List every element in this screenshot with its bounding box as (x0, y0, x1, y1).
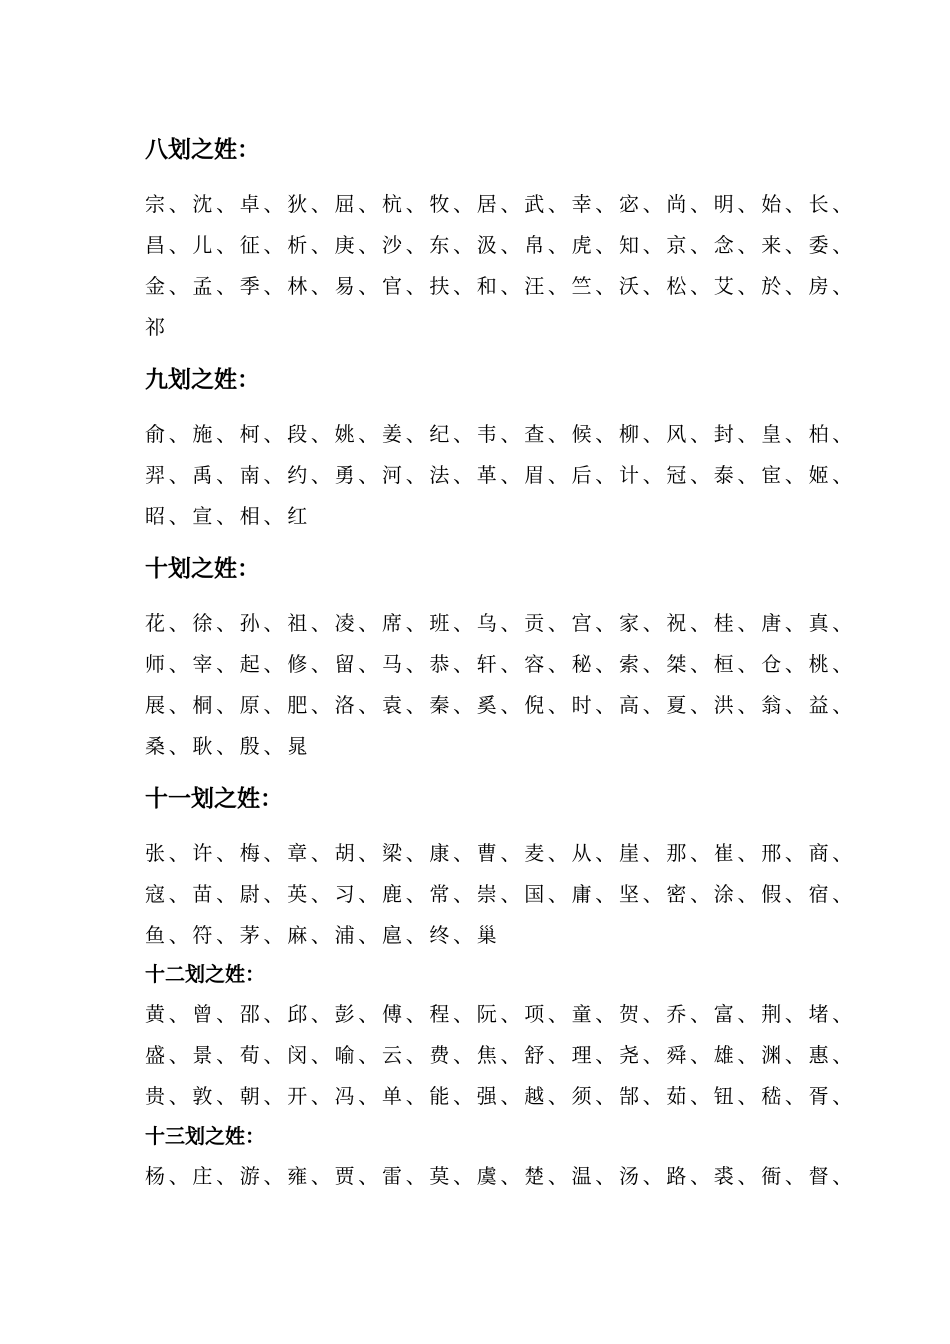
surname-line: 祁 (145, 315, 169, 339)
surname-line: 黄、曾、邵、邱、彭、傅、程、阮、项、童、贺、乔、富、荆、堵、 (145, 1002, 856, 1026)
surname-line: 杨、庄、游、雍、贾、雷、莫、虞、楚、温、汤、路、裘、衙、督、 (145, 1164, 856, 1188)
section-heading-10-strokes: 十划之姓： (145, 556, 260, 582)
surname-line: 花、徐、孙、祖、凌、席、班、乌、贡、宫、家、祝、桂、唐、真、 (145, 611, 856, 635)
section-heading-13-strokes: 十三划之姓： (145, 1124, 265, 1148)
surname-line: 昌、儿、征、析、庚、沙、东、汲、帛、虎、知、京、念、来、委、 (145, 233, 856, 257)
surname-line: 羿、禹、南、约、勇、河、法、革、眉、后、计、冠、泰、宦、姬、 (145, 463, 856, 487)
surname-line: 宗、沈、卓、狄、屈、杭、牧、居、武、幸、宓、尚、明、始、长、 (145, 192, 856, 216)
surname-line: 鱼、符、茅、麻、浦、扈、终、巢 (145, 923, 501, 947)
surname-line: 展、桐、原、肥、洛、袁、秦、奚、倪、时、高、夏、洪、翁、益、 (145, 693, 856, 717)
surname-line: 寇、苗、尉、英、习、鹿、常、崇、国、庸、坚、密、涂、假、宿、 (145, 882, 856, 906)
section-heading-8-strokes: 八划之姓： (145, 137, 260, 163)
surname-line: 盛、景、荀、闵、喻、云、费、焦、舒、理、尧、舜、雄、渊、惠、 (145, 1043, 856, 1067)
section-heading-9-strokes: 九划之姓： (145, 367, 260, 393)
surname-line: 师、宰、起、修、留、马、恭、轩、容、秘、索、桀、桓、仓、桃、 (145, 652, 856, 676)
surname-line: 昭、宣、相、红 (145, 504, 311, 528)
surname-line: 金、孟、季、林、易、官、扶、和、汪、竺、沃、松、艾、於、房、 (145, 274, 856, 298)
surname-line: 贵、敦、朝、开、冯、单、能、强、越、须、郜、茹、钮、嵇、胥、 (145, 1084, 856, 1108)
section-heading-12-strokes: 十二划之姓： (145, 962, 265, 986)
surname-line: 张、许、梅、章、胡、梁、康、曹、麦、从、崖、那、崔、邢、商、 (145, 841, 856, 865)
section-heading-11-strokes: 十一划之姓： (145, 786, 283, 812)
surname-line: 俞、施、柯、段、姚、姜、纪、韦、查、候、柳、风、封、皇、柏、 (145, 422, 856, 446)
surname-line: 桑、耿、殷、晁 (145, 734, 311, 758)
